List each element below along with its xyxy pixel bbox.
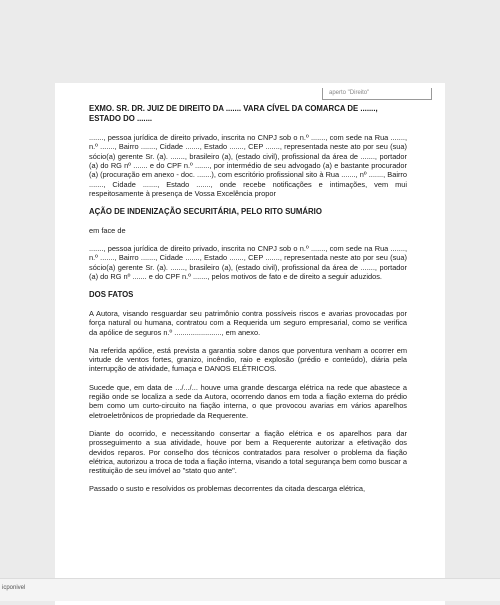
facts-title: DOS FATOS <box>89 290 134 300</box>
header-stamp-text: aperto "Direito" <box>329 90 370 96</box>
document-content <box>89 104 407 503</box>
status-bar <box>0 578 500 601</box>
facts-paragraph-3: Sucede que, em data de .../.../... houve uma grande descarga elétrica na rede que abastece a região onde se localiza a sede da Autora, ocorrendo danos em toda a fiação externa do prédio bem como um curto-circuito na fiação interna, o que provocou avarias em vários aparelhos eletroeletrônicos de propriedade da Requerente. <box>89 382 407 420</box>
status-bar-label: icponivel <box>2 585 26 591</box>
facts-paragraph-5: Passado o susto e resolvidos os problemas decorrentes da citada descarga elétrica, <box>89 484 366 494</box>
facts-paragraph-4: Diante do ocorrido, e necessitando consertar a fiação elétrica e os aparelhos para dar prosseguimento a sua atividade, houve por bem a Requerente autorizar a efetivação dos devidos reparos. Por conselho dos técnicos contratados para resolver o problema da fiação elétrica, autorizou a troca de toda a fiação interna, visando a total segurança bem como buscar a restituição de seu imóvel ao "stato quo ante". <box>89 428 407 476</box>
addressee-heading: EXMO. SR. DR. JUIZ DE DIREITO DA ....... VARA CÍVEL DA COMARCA DE ......., ESTADO DO ....... <box>89 104 378 123</box>
facts-paragraph-2: Na referida apólice, está prevista a garantia sobre danos que porventura venham a ocorrer em virtude de ventos fortes, granizo, incêndio, raio e explosão (prédio e conteúdo), diária pela interrupção de atividade, fumaça e DANOS ELÉTRICOS. <box>89 345 407 374</box>
facts-paragraph-1: A Autora, visando resguardar seu patrimônio contra possíveis riscos e avarias provocadas por força natural ou humana, contratou com a Requerida um seguro empresarial, como se verifica da apólice de seguros n.º ......................., em anexo. <box>89 308 407 337</box>
header-stamp <box>322 88 432 100</box>
defendant-paragraph: ......., pessoa jurídica de direito privado, inscrita no CNPJ sob o n.º ......., com sede na Rua ......., n.º ......., Bairro ......., Cidade ......., Estado ......., CEP ......., representada neste ato por seu (sua) sócio(a) gerente Sr. (a). ......., brasileiro (a), (estado civil), profissional da área de ......., portador (a) do RG nº ....... e do CPF n.º ......., pelos motivos de fato e de direito a seguir aduzidos. <box>89 244 407 282</box>
against-text: em face de <box>89 225 126 235</box>
action-title: AÇÃO DE INDENIZAÇÃO SECURITÁRIA, PELO RITO SUMÁRIO <box>89 207 322 217</box>
intro-paragraph: ......., pessoa jurídica de direito privado, inscrita no CNPJ sob o n.º ......., com sede na Rua ......., n.º ......., Bairro ......., Cidade ......., Estado ......., CEP ......., representada neste ato por seu (sua) sócio(a) gerente Sr. (a). ......., brasileiro (a), (estado civil), profissional da área de ......., portador (a) do RG nº ....... e do CPF n.º ......., por intermédio de seu advogado (a) e bastante procurador (a) (procuração em anexo - doc. .......), com escritório profissional sito à Rua ......., nº ......., Bairro ......., Cidade ......., Estado ......., onde recebe notificações e intimações, vem mui respeitosamente à presença de Vossa Excelência propor <box>89 133 407 198</box>
